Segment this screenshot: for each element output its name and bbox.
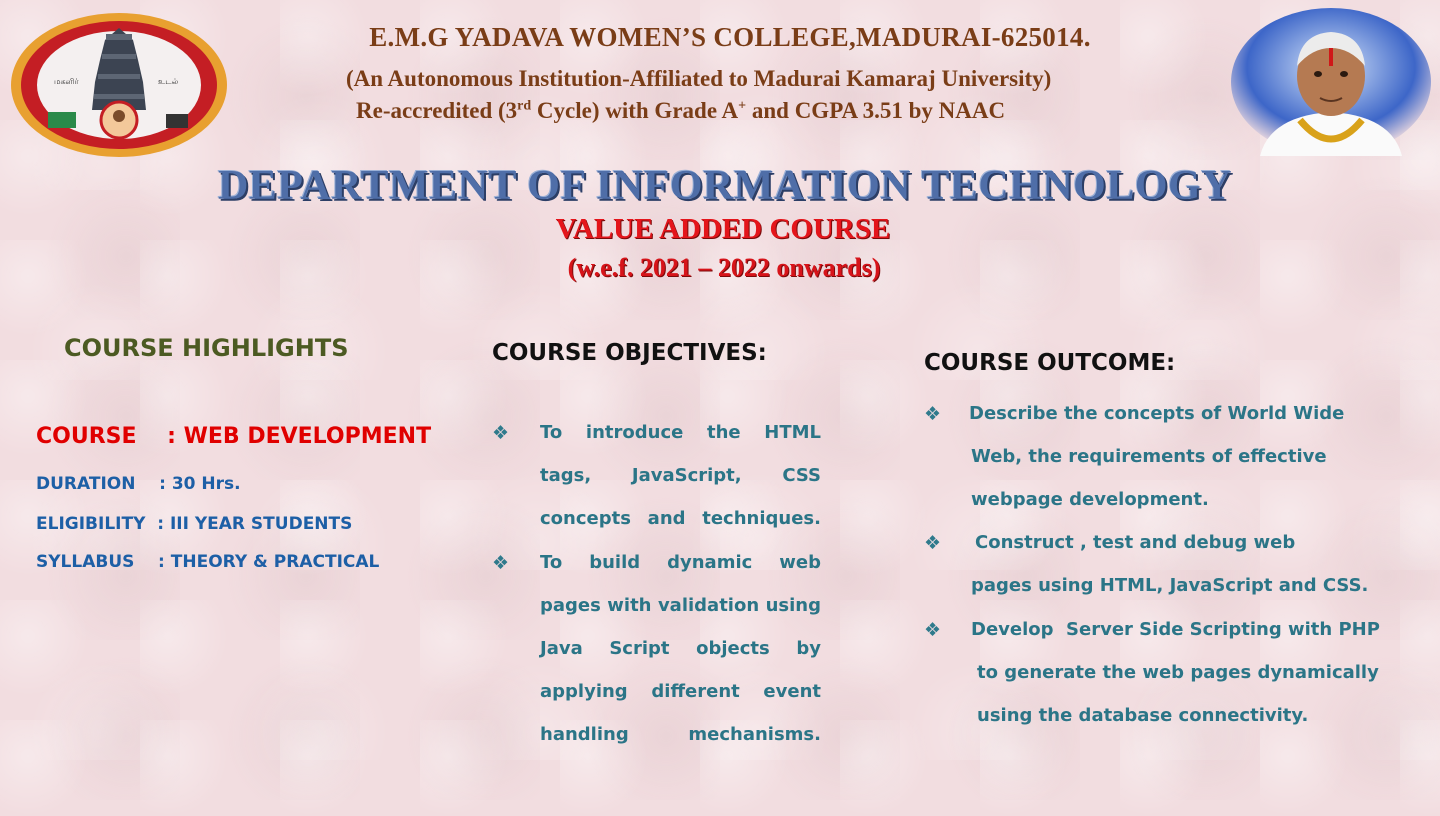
objective-bullet-1: ❖ xyxy=(492,422,510,444)
accreditation-pre: Re-accredited (3 xyxy=(356,98,518,123)
highlight-syllabus: SYLLABUS : THEORY & PRACTICAL xyxy=(36,552,380,572)
outcome-bullet-2: ❖ xyxy=(924,532,942,554)
svg-text:உடல்: உடல் xyxy=(158,77,179,86)
svg-text:மகளிர்: மகளிர் xyxy=(54,77,79,86)
outcome-bullet-1: ❖ xyxy=(924,403,942,425)
highlight-duration: DURATION : 30 Hrs. xyxy=(36,474,241,494)
affiliation-text: (An Autonomous Institution-Affiliated to Madurai Kamaraj University) xyxy=(346,66,1052,91)
accreditation-mid: Cycle) with Grade A xyxy=(531,98,739,123)
outcome-heading: COURSE OUTCOME: xyxy=(924,350,1176,376)
accreditation-text xyxy=(356,98,1005,124)
objectives-heading: COURSE OBJECTIVES: xyxy=(492,340,767,366)
course-type-title: VALUE ADDED COURSE xyxy=(555,213,891,245)
accreditation-sup2: + xyxy=(738,98,747,114)
objective-bullet-2: ❖ xyxy=(492,552,510,574)
outcome-1-line-1: Describe the concepts of World Wide xyxy=(969,403,1345,424)
outcome-bullet-3: ❖ xyxy=(924,619,942,641)
college-name: E.M.G YADAVA WOMEN’S COLLEGE,MADURAI-625014. xyxy=(369,22,1091,52)
outcome-2-line-2: pages using HTML, JavaScript and CSS. xyxy=(971,575,1369,596)
outcome-1-line-2: Web, the requirements of effective xyxy=(971,446,1327,467)
highlights-heading: COURSE HIGHLIGHTS xyxy=(64,334,349,362)
highlight-course: COURSE : WEB DEVELOPMENT xyxy=(36,424,432,449)
outcome-2-line-1: Construct , test and debug web xyxy=(975,532,1296,553)
department-title: DEPARTMENT OF INFORMATION TECHNOLOGY xyxy=(217,163,1233,209)
accreditation-sup: rd xyxy=(517,98,532,114)
wef-text: (w.e.f. 2021 – 2022 onwards) xyxy=(567,253,881,282)
accreditation-post: and CGPA 3.51 by NAAC xyxy=(746,98,1006,123)
objective-2: To build dynamic web pages with validation using Java Script objects by applying different event handling mechanisms. xyxy=(540,552,821,745)
objective-1: To introduce the HTML tags, JavaScript, CSS concepts and techniques. xyxy=(540,422,821,529)
outcome-1-line-3: webpage development. xyxy=(971,489,1209,510)
outcome-3-line-2: to generate the web pages dynamically xyxy=(977,662,1379,683)
outcome-3-line-3: using the database connectivity. xyxy=(977,705,1309,726)
highlight-eligibility: ELIGIBILITY : III YEAR STUDENTS xyxy=(36,514,353,534)
outcome-3-line-1: Develop Server Side Scripting with PHP xyxy=(971,619,1380,640)
